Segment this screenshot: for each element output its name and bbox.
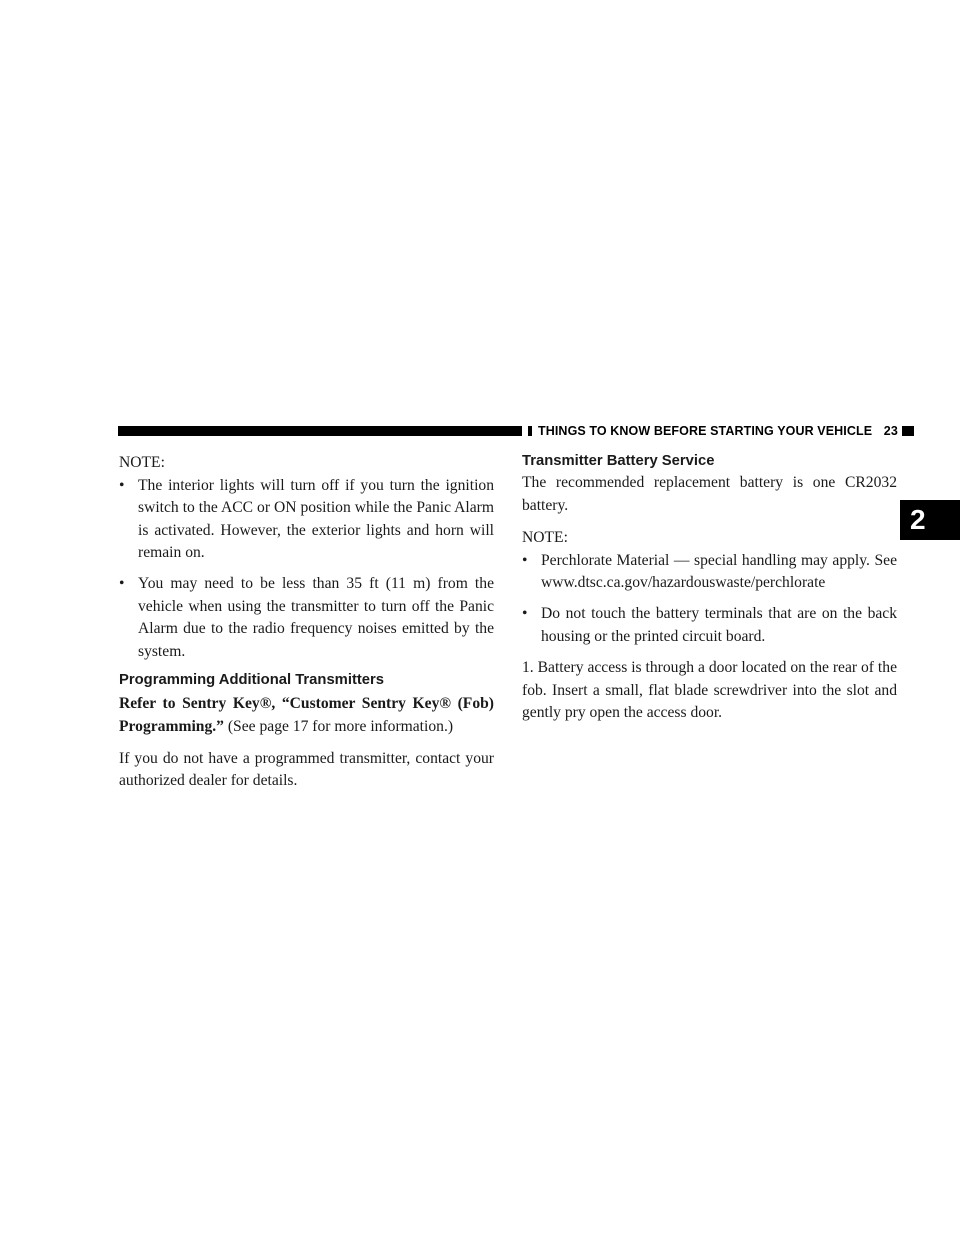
left-column [119,450,494,793]
section-heading: Transmitter Battery Service [522,453,715,469]
list-item [119,475,494,565]
page-number: 23 [883,424,898,438]
bullet-text: You may need to be less than 35 ft (11 m) from the vehicle when using the transmitter to turn off the Panic Alarm due to the radio frequency noises emitted by the system. [138,574,494,660]
battery-intro: The recommended replacement battery is one CR2032 battery. [522,474,897,514]
bullet-icon: • [119,476,125,494]
refer-text-bold: Refer to Sentry Key®, “Customer Sentry Key® (Fob) Programming.” [119,695,494,735]
bullet-text: The interior lights will turn off if you turn the ignition switch to the ACC or ON position while the Panic Alarm is activated. However, the exterior lights and horn will remain on. [138,476,494,562]
header-rule-left [118,426,522,436]
running-header-title: THINGS TO KNOW BEFORE STARTING YOUR VEHICLE [538,424,873,438]
step-1-paragraph: 1. Battery access is through a door located on the rear of the fob. Insert a small, flat blade screwdriver into the slot and gently pry open the access door. [522,659,897,722]
note-label: NOTE: [119,454,165,471]
bullet-icon: • [119,574,125,592]
bullet-icon: • [522,604,528,622]
running-header [532,420,902,442]
list-item [522,603,897,648]
dealer-paragraph: If you do not have a programmed transmitter, contact your authorized dealer for details. [119,749,494,790]
refer-paragraph [119,693,494,738]
list-item [119,573,494,663]
note-bullets [522,550,897,648]
bullet-text: Do not touch the battery terminals that are on the back housing or the printed circuit board. [541,604,897,645]
chapter-tab: 2 [900,500,960,540]
refer-text-plain: (See page 17 for more information.) [223,717,454,735]
note-bullets [119,475,494,664]
right-column [522,450,897,725]
bullet-icon: • [522,551,528,569]
list-item [522,550,897,595]
bullet-text: Perchlorate Material — special handling may apply. See www.dtsc.ca.gov/hazardouswaste/perchlorate [541,551,897,592]
note-label: NOTE: [522,529,568,547]
section-heading: Programming Additional Transmitters [119,672,385,689]
